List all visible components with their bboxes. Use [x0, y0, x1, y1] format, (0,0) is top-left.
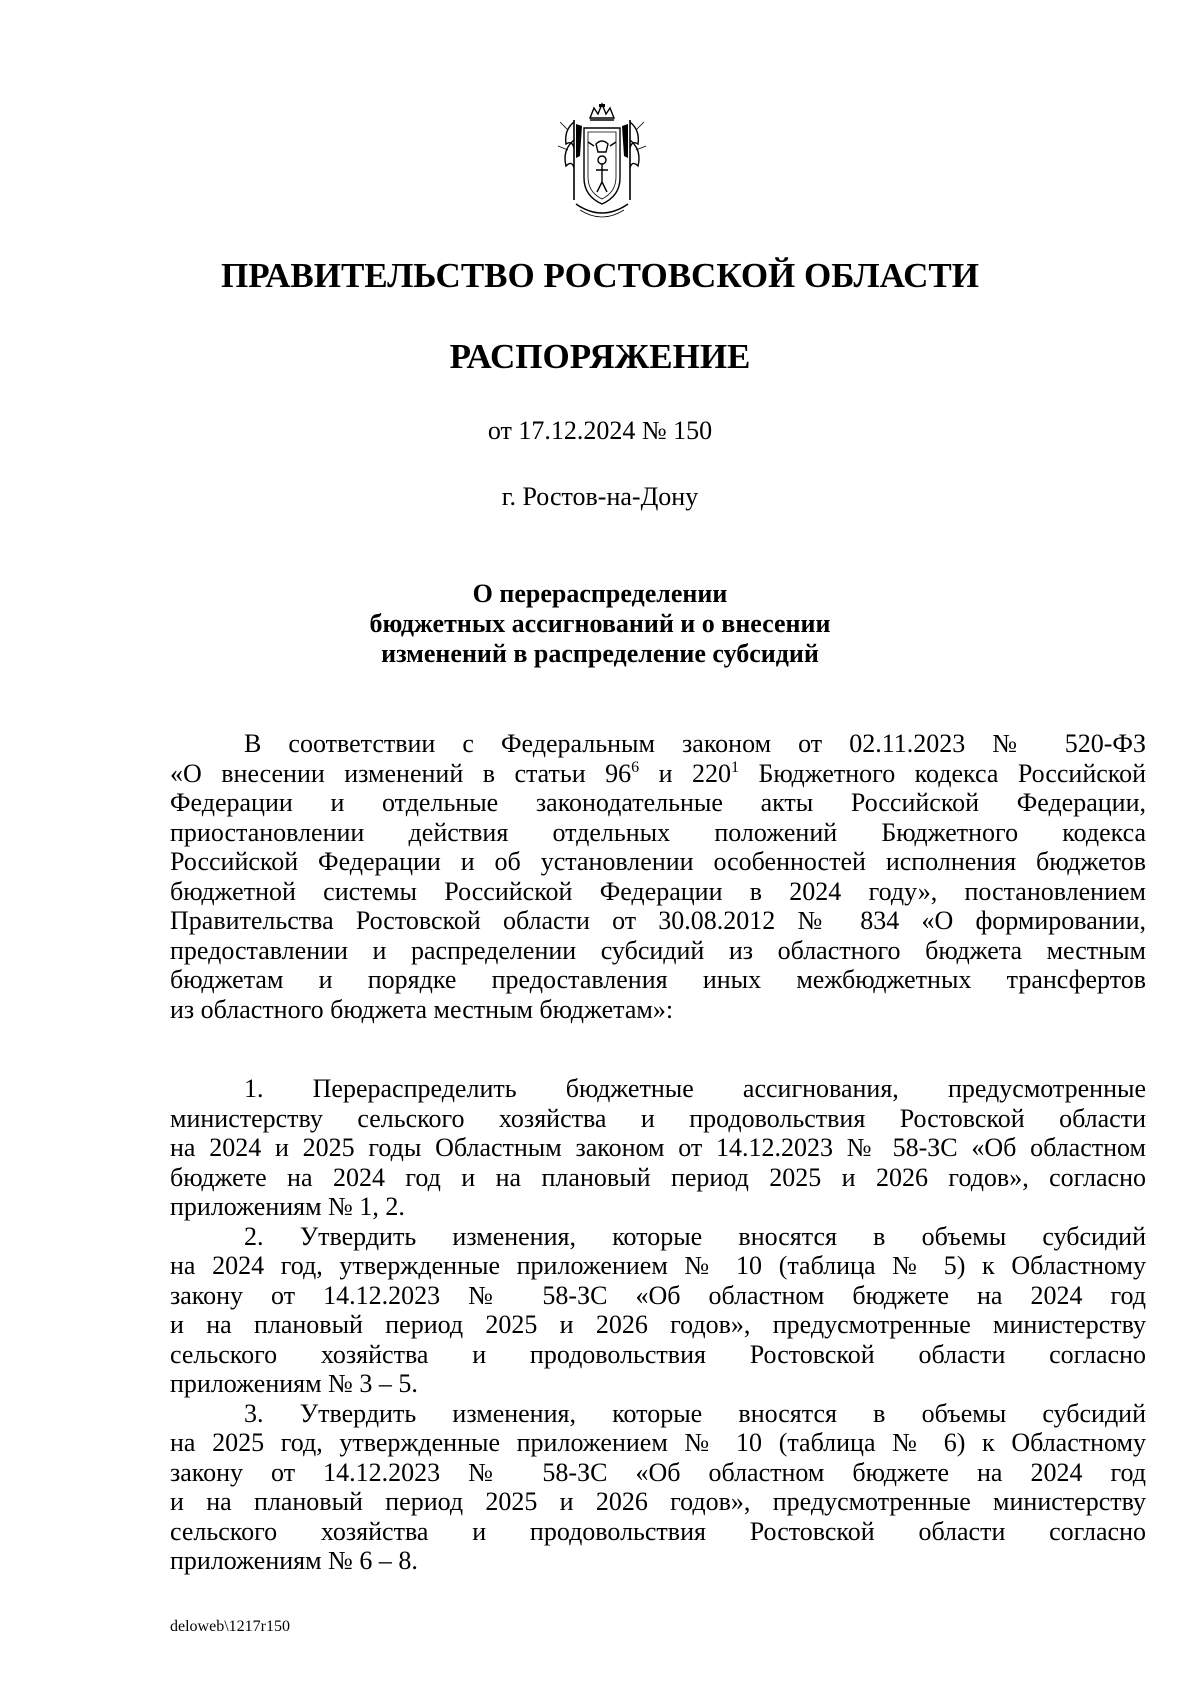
numbered-items — [170, 1074, 1146, 1576]
preamble-paragraph — [170, 729, 1146, 1024]
preamble-line: бюджетам и порядке предоставления иных межбюджетных трансфертов — [170, 965, 1146, 994]
document-city: г. Ростов-на-Дону — [501, 482, 699, 511]
preamble-line: бюджетной системы Российской Федерации в 2024 году», постановлением — [170, 876, 1146, 906]
preamble-line: предоставлении и распределении субсидий из областного бюджета местным — [170, 935, 1146, 965]
item-line: и на плановый период 2025 и 2026 годов», предусмотренные министерству — [170, 1487, 1146, 1516]
item-line: закону от 14.12.2023 № 58-ЗС «Об областном бюджете на 2024 год — [170, 1457, 1146, 1487]
item-line: сельского хозяйства и продовольствия Ростовской области согласно — [170, 1339, 1146, 1369]
preamble-line: Правительства Ростовской области от 30.08.2012 № 834 «О формировании, — [170, 906, 1146, 935]
item-line: 3. Утвердить изменения, которые вносятся в объемы субсидий — [244, 1398, 1146, 1428]
organization-title: ПРАВИТЕЛЬСТВО РОСТОВСКОЙ ОБЛАСТИ — [221, 256, 979, 295]
subject-line: изменений в распределение субсидий — [381, 639, 819, 668]
item-line: закону от 14.12.2023 № 58-ЗС «Об областном бюджете на 2024 год — [170, 1280, 1146, 1310]
item-line: 1. Перераспределить бюджетные ассигнования, предусмотренные — [244, 1074, 1146, 1103]
list-item — [170, 1074, 1146, 1222]
preamble-line: из областного бюджета местным бюджетам»: — [170, 994, 674, 1024]
list-item — [170, 1222, 1146, 1399]
item-line: на 2025 год, утвержденные приложением № 10 (таблица № 6) к Областному — [170, 1428, 1146, 1457]
item-line: министерству сельского хозяйства и продовольствия Ростовской области — [170, 1103, 1146, 1133]
superscript: 6 — [631, 758, 640, 776]
item-line: на 2024 год, утвержденные приложением № 10 (таблица № 5) к Областному — [170, 1251, 1146, 1280]
item-line: приложениям № 6 – 8. — [170, 1546, 418, 1575]
file-reference: deloweb\1217r150 — [170, 1618, 290, 1635]
document-subject — [0, 579, 1200, 669]
item-line: 2. Утвердить изменения, которые вносятся в объемы субсидий — [244, 1221, 1146, 1251]
coat-of-arms-icon — [552, 100, 652, 225]
preamble-line: приостановлении действия отдельных положений Бюджетного кодекса — [170, 817, 1146, 847]
list-item — [170, 1399, 1146, 1576]
item-line: приложениям № 1, 2. — [170, 1192, 405, 1221]
document-type-heading: РАСПОРЯЖЕНИЕ — [449, 337, 751, 376]
preamble-line: Федерации и отдельные законодательные акты Российской Федерации, — [170, 788, 1146, 817]
preamble-line-part: и 220 — [639, 758, 732, 788]
preamble-line — [170, 759, 1146, 789]
preamble-line-part: «О внесении изменений в статьи 96 — [170, 758, 632, 788]
preamble-line: Российской Федерации и об установлении особенностей исполнения бюджетов — [170, 847, 1146, 876]
subject-line: бюджетных ассигнований и о внесении — [369, 609, 831, 638]
preamble-line: В соответствии с Федеральным законом от 02.11.2023 № 520-ФЗ — [244, 729, 1146, 758]
item-line: бюджете на 2024 год и на плановый период 2025 и 2026 годов», согласно — [170, 1162, 1146, 1192]
document-date-number: от 17.12.2024 № 150 — [487, 416, 713, 445]
preamble-line-part: Бюджетного кодекса Российской — [739, 758, 1146, 788]
item-line: на 2024 и 2025 годы Областным законом от 14.12.2023 № 58-ЗС «Об областном — [170, 1133, 1146, 1162]
subject-line: О перераспределении — [472, 579, 728, 608]
item-line: сельского хозяйства и продовольствия Ростовской области согласно — [170, 1516, 1146, 1546]
item-line: и на плановый период 2025 и 2026 годов», предусмотренные министерству — [170, 1310, 1146, 1339]
item-line: приложениям № 3 – 5. — [170, 1369, 418, 1398]
superscript: 1 — [731, 758, 740, 776]
